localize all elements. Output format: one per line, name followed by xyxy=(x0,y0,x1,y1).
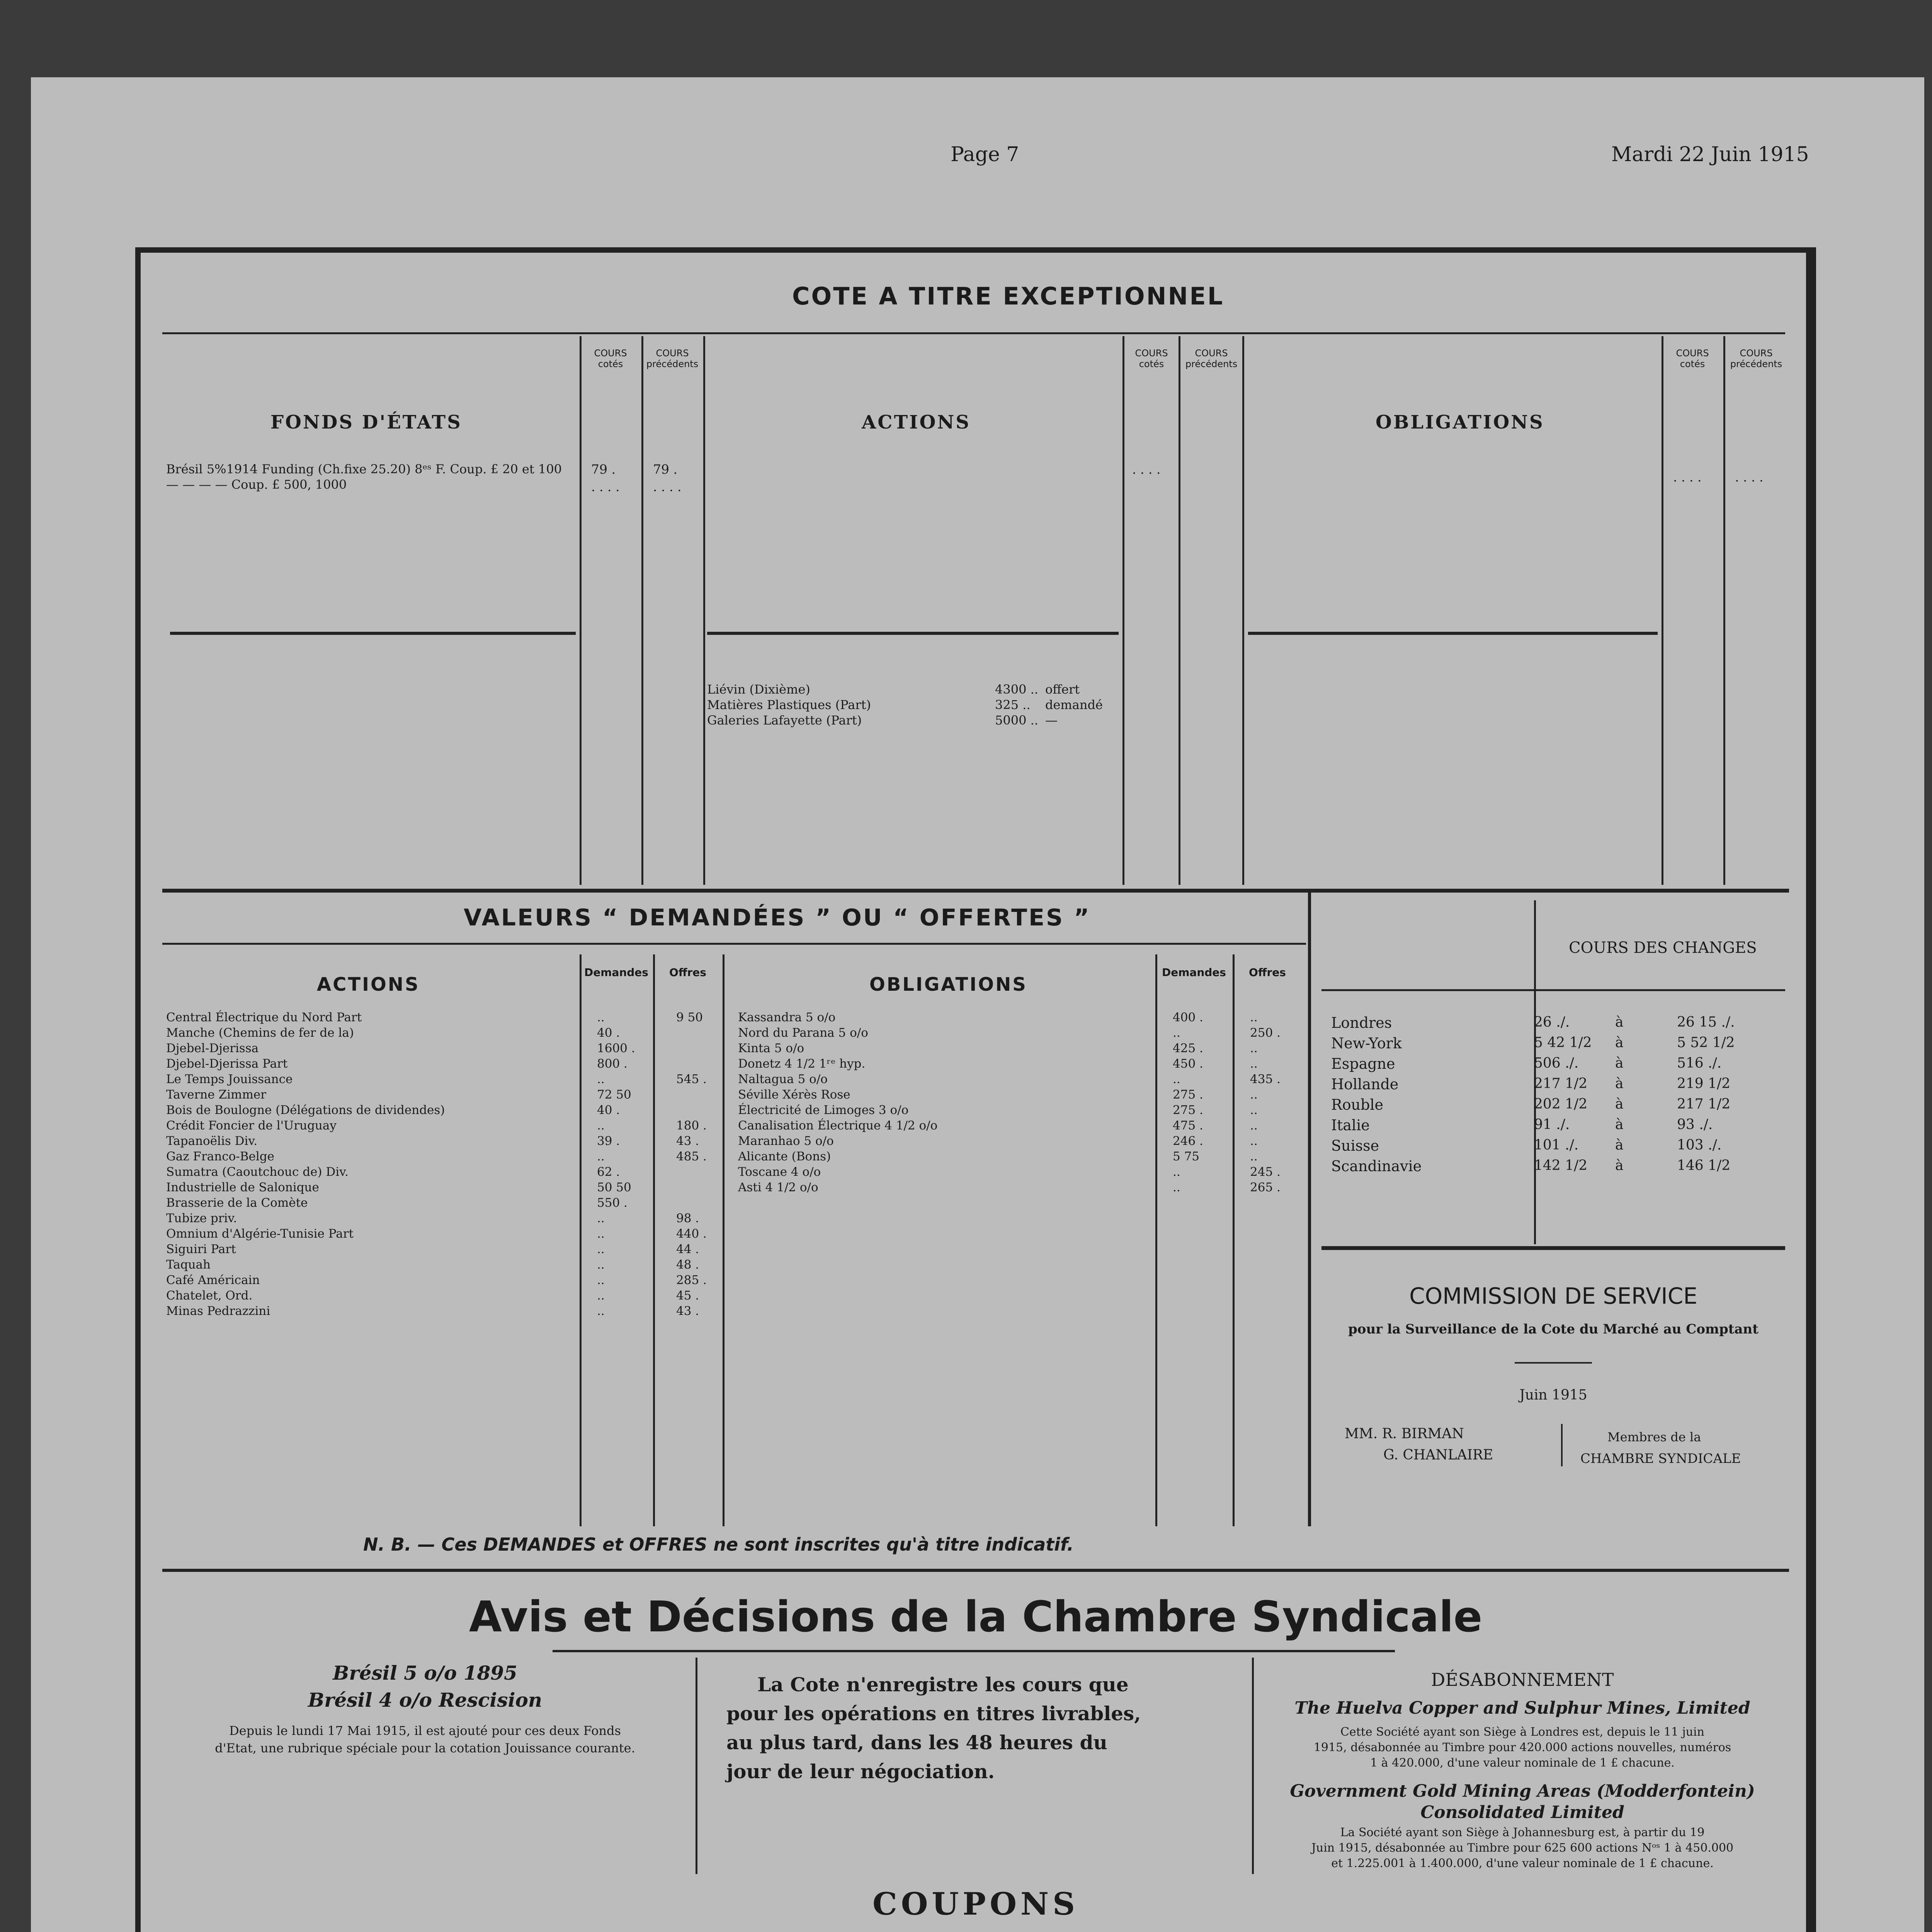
valeur-action-offre: 48 . xyxy=(676,1258,699,1272)
chambre-line-1: Membres de la xyxy=(1607,1430,1701,1444)
page-date: Mardi 22 Juin 1915 xyxy=(1611,143,1809,166)
change-a: à xyxy=(1615,1014,1624,1030)
cours-cotes-1: COURS cotés xyxy=(594,348,627,369)
valeur-obligation-offre: .. xyxy=(1250,1057,1258,1071)
valeur-obligation-demande: 275 . xyxy=(1173,1103,1203,1117)
change-a: à xyxy=(1615,1158,1624,1173)
change-to: 217 1/2 xyxy=(1677,1096,1731,1112)
change-to: 219 1/2 xyxy=(1677,1076,1731,1092)
fonds-cote-value: 79 . xyxy=(591,462,616,477)
offres-header: Offres xyxy=(1249,966,1286,979)
valeur-obligation-demande: 246 . xyxy=(1173,1134,1203,1148)
cours-prec-3: COURS précédents xyxy=(1730,348,1782,369)
rule xyxy=(1248,632,1658,635)
change-to: 93 ./. xyxy=(1677,1117,1713,1133)
huelva-text-2: 1915, désabonnée au Timbre pour 420.000 actions nouvelles, numéros xyxy=(1313,1741,1731,1754)
bresil-heading-1: Brésil 5 o/o 1895 xyxy=(333,1662,517,1684)
valeur-action-name: Taverne Zimmer xyxy=(166,1088,267,1102)
valeur-action-name: Bois de Boulogne (Délégations de dividendes) xyxy=(166,1103,445,1117)
rule xyxy=(1534,900,1536,1244)
bresil-heading-2: Brésil 4 o/o Rescision xyxy=(308,1689,543,1711)
cote-action-name: Galeries Lafayette (Part) xyxy=(707,713,862,728)
valeur-action-name: Siguiri Part xyxy=(166,1242,236,1256)
valeurs-obligations-title: OBLIGATIONS xyxy=(869,974,1027,995)
valeur-action-name: Djebel-Djerissa xyxy=(166,1041,259,1055)
cote-action-value: 325 .. xyxy=(995,697,1031,712)
change-country: Italie xyxy=(1331,1117,1370,1134)
government-title-2: Consolidated Limited xyxy=(1420,1803,1624,1822)
valeur-action-demande: 50 50 xyxy=(597,1180,631,1194)
change-country: Rouble xyxy=(1331,1096,1383,1113)
cote-action-name: Liévin (Dixième) xyxy=(707,682,810,697)
change-country: Hollande xyxy=(1331,1076,1399,1093)
rule xyxy=(1308,893,1311,1526)
offres-header: Offres xyxy=(669,966,706,979)
change-a: à xyxy=(1615,1076,1624,1092)
commission-month: Juin 1915 xyxy=(1519,1387,1587,1403)
valeur-action-demande: 39 . xyxy=(597,1134,620,1148)
cote-action-value: 5000 .. xyxy=(995,713,1038,728)
rule xyxy=(170,632,576,635)
valeur-obligation-name: Kinta 5 o/o xyxy=(738,1041,804,1055)
rule xyxy=(1122,336,1124,885)
valeur-action-name: Omnium d'Algérie-Tunisie Part xyxy=(166,1227,354,1241)
change-country: Suisse xyxy=(1331,1137,1379,1154)
valeurs-actions-title: ACTIONS xyxy=(317,974,420,995)
dots: . . . . xyxy=(1735,469,1764,485)
change-from: 142 1/2 xyxy=(1534,1158,1588,1173)
valeur-action-demande: .. xyxy=(597,1211,605,1225)
valeur-action-demande: .. xyxy=(597,1010,605,1024)
change-from: 506 ./. xyxy=(1534,1055,1579,1071)
valeur-action-demande: .. xyxy=(597,1289,605,1303)
rule xyxy=(1233,954,1235,1526)
valeur-obligation-name: Toscane 4 o/o xyxy=(738,1165,821,1179)
cote-action-prev: offert xyxy=(1045,682,1080,697)
avis-title: Avis et Décisions de la Chambre Syndicale xyxy=(469,1592,1483,1641)
rule xyxy=(162,332,1785,334)
valeur-action-offre: 9 50 xyxy=(676,1010,703,1024)
valeur-action-demande: 550 . xyxy=(597,1196,628,1210)
rule xyxy=(1179,336,1180,885)
rule xyxy=(162,889,1789,893)
valeur-obligation-offre: .. xyxy=(1250,1041,1258,1055)
change-to: 26 15 ./. xyxy=(1677,1014,1735,1030)
huelva-text-1: Cette Société ayant son Siège à Londres est, depuis le 11 juin xyxy=(1340,1725,1704,1739)
valeur-action-name: Crédit Foncier de l'Uruguay xyxy=(166,1119,337,1133)
valeur-action-name: Djebel-Djerissa Part xyxy=(166,1057,288,1071)
valeur-action-demande: 72 50 xyxy=(597,1088,631,1102)
rule xyxy=(653,954,655,1526)
valeurs-title: VALEURS “ DEMANDÉES ” OU “ OFFERTES ” xyxy=(464,904,1091,931)
cours-cotes-3: COURS cotés xyxy=(1676,348,1709,369)
valeur-obligation-offre: 250 . xyxy=(1250,1026,1281,1040)
change-a: à xyxy=(1615,1117,1624,1133)
valeur-action-name: Manche (Chemins de fer de la) xyxy=(166,1026,354,1040)
cote-note-3: au plus tard, dans les 48 heures du xyxy=(726,1731,1107,1754)
valeur-action-demande: .. xyxy=(597,1119,605,1133)
commission-title: COMMISSION DE SERVICE xyxy=(1409,1283,1697,1309)
valeur-action-demande: .. xyxy=(597,1150,605,1163)
change-country: New-York xyxy=(1331,1035,1402,1052)
dots: . . . . xyxy=(653,479,682,494)
cote-note-2: pour les opérations en titres livrables, xyxy=(726,1702,1141,1725)
coupons-title: COUPONS xyxy=(872,1886,1079,1922)
nb-note: N. B. — Ces DEMANDES et OFFRES ne sont inscrites qu'à titre indicatif. xyxy=(363,1534,1074,1555)
rule xyxy=(162,943,1306,945)
cote-note-1: La Cote n'enregistre les cours que xyxy=(757,1673,1129,1696)
government-text-3: et 1.225.001 à 1.400.000, d'une valeur nominale de 1 £ chacune. xyxy=(1331,1857,1714,1870)
change-from: 101 ./. xyxy=(1534,1137,1579,1153)
rule xyxy=(1252,1658,1254,1874)
valeur-obligation-name: Canalisation Électrique 4 1/2 o/o xyxy=(738,1119,938,1133)
valeur-obligation-name: Alicante (Bons) xyxy=(738,1150,831,1163)
rule xyxy=(580,954,582,1526)
dots: . . . . xyxy=(1673,469,1702,485)
valeur-action-offre: 44 . xyxy=(676,1242,699,1256)
rule xyxy=(707,632,1119,635)
valeur-obligation-demande: .. xyxy=(1173,1026,1180,1040)
valeur-action-demande: 1600 . xyxy=(597,1041,635,1055)
commission-member-2: G. CHANLAIRE xyxy=(1383,1447,1493,1463)
valeur-obligation-name: Kassandra 5 o/o xyxy=(738,1010,836,1024)
bresil-text-2: d'Etat, une rubrique spéciale pour la cotation Jouissance courante. xyxy=(215,1741,635,1755)
change-country: Londres xyxy=(1331,1014,1392,1031)
brace xyxy=(1561,1424,1563,1466)
valeur-action-demande: .. xyxy=(597,1227,605,1241)
fonds-row-2: — — — — Coup. £ 500, 1000 xyxy=(166,477,347,492)
valeur-obligation-demande: 5 75 xyxy=(1173,1150,1200,1163)
valeur-obligation-offre: .. xyxy=(1250,1103,1258,1117)
valeur-obligation-offre: .. xyxy=(1250,1010,1258,1024)
rule xyxy=(723,954,724,1526)
bresil-text-1: Depuis le lundi 17 Mai 1915, il est ajouté pour ces deux Fonds xyxy=(229,1723,621,1738)
government-text-2: Juin 1915, désabonnée au Timbre pour 625 600 actions Nᵒˢ 1 à 450.000 xyxy=(1311,1841,1734,1855)
valeur-action-name: Chatelet, Ord. xyxy=(166,1289,253,1303)
change-country: Espagne xyxy=(1331,1055,1395,1072)
change-a: à xyxy=(1615,1035,1624,1051)
cours-prec-2: COURS précédents xyxy=(1185,348,1238,369)
rule xyxy=(696,1658,697,1874)
rule xyxy=(1321,989,1785,991)
fonds-title: FONDS D'ÉTATS xyxy=(270,412,462,433)
valeur-action-name: Taquah xyxy=(166,1258,211,1272)
desabonnement-title: DÉSABONNEMENT xyxy=(1431,1669,1614,1690)
cours-prec-1: COURS précédents xyxy=(646,348,699,369)
valeur-action-name: Gaz Franco-Belge xyxy=(166,1150,274,1163)
cote-note-4: jour de leur négociation. xyxy=(726,1760,995,1783)
valeur-obligation-demande: 400 . xyxy=(1173,1010,1203,1024)
valeur-obligation-name: Donetz 4 1/2 1ʳᵉ hyp. xyxy=(738,1057,866,1071)
valeur-obligation-demande: .. xyxy=(1173,1180,1180,1194)
chambre-line-2: CHAMBRE SYNDICALE xyxy=(1580,1451,1741,1466)
changes-title: COURS DES CHANGES xyxy=(1569,939,1757,957)
commission-subtitle: pour la Surveillance de la Cote du Marché au Comptant xyxy=(1348,1321,1759,1337)
dots: . . . . xyxy=(591,479,620,494)
fonds-row-1: Brésil 5%1914 Funding (Ch.fixe 25.20) 8ᵉˢ F. Coup. £ 20 et 100 xyxy=(166,462,562,476)
change-to: 103 ./. xyxy=(1677,1137,1722,1153)
valeur-action-offre: 43 . xyxy=(676,1304,699,1318)
valeur-action-offre: 43 . xyxy=(676,1134,699,1148)
valeur-action-demande: 800 . xyxy=(597,1057,628,1071)
valeur-obligation-offre: 435 . xyxy=(1250,1072,1281,1086)
valeur-action-name: Tubize priv. xyxy=(166,1211,237,1225)
rule xyxy=(1321,1246,1785,1250)
cote-action-prev: — xyxy=(1045,713,1058,728)
valeur-obligation-offre: .. xyxy=(1250,1150,1258,1163)
valeur-action-demande: .. xyxy=(597,1258,605,1272)
change-a: à xyxy=(1615,1055,1624,1071)
valeur-obligation-demande: .. xyxy=(1173,1165,1180,1179)
rule xyxy=(1662,336,1663,885)
valeur-obligation-name: Nord du Parana 5 o/o xyxy=(738,1026,868,1040)
demandes-header: Demandes xyxy=(584,966,648,979)
valeur-action-offre: 180 . xyxy=(676,1119,707,1133)
change-country: Scandinavie xyxy=(1331,1158,1422,1175)
valeur-obligation-offre: 245 . xyxy=(1250,1165,1281,1179)
valeur-obligation-name: Séville Xérès Rose xyxy=(738,1088,850,1102)
valeur-action-name: Central Électrique du Nord Part xyxy=(166,1010,362,1024)
valeur-obligation-demande: 425 . xyxy=(1173,1041,1203,1055)
change-from: 5 42 1/2 xyxy=(1534,1035,1592,1051)
rule xyxy=(580,336,582,885)
demandes-header: Demandes xyxy=(1162,966,1226,979)
valeur-action-demande: .. xyxy=(597,1304,605,1318)
commission-member-1: MM. R. BIRMAN xyxy=(1345,1426,1464,1442)
valeur-obligation-offre: 265 . xyxy=(1250,1180,1281,1194)
rule xyxy=(703,336,705,885)
cote-action-prev: demandé xyxy=(1045,697,1103,712)
valeur-obligation-name: Naltagua 5 o/o xyxy=(738,1072,828,1086)
valeur-action-demande: 40 . xyxy=(597,1026,620,1040)
valeur-action-demande: .. xyxy=(597,1242,605,1256)
valeur-obligation-name: Asti 4 1/2 o/o xyxy=(738,1180,818,1194)
change-to: 146 1/2 xyxy=(1677,1158,1731,1173)
government-title-1: Government Gold Mining Areas (Modderfontein) xyxy=(1290,1781,1755,1801)
cote-action-name: Matières Plastiques (Part) xyxy=(707,697,871,712)
valeur-action-demande: .. xyxy=(597,1072,605,1086)
valeur-action-name: Tapanoëlis Div. xyxy=(166,1134,258,1148)
change-to: 516 ./. xyxy=(1677,1055,1722,1071)
fonds-prec-value: 79 . xyxy=(653,462,677,477)
valeur-action-offre: 45 . xyxy=(676,1289,699,1303)
valeur-obligation-name: Électricité de Limoges 3 o/o xyxy=(738,1103,909,1117)
change-from: 26 ./. xyxy=(1534,1014,1570,1030)
rule xyxy=(1515,1362,1592,1364)
valeur-action-name: Minas Pedrazzini xyxy=(166,1304,270,1318)
change-from: 202 1/2 xyxy=(1534,1096,1588,1112)
valeur-action-name: Industrielle de Salonique xyxy=(166,1180,319,1194)
page-number: Page 7 xyxy=(951,143,1019,166)
valeur-action-offre: 545 . xyxy=(676,1072,707,1086)
government-text-1: La Société ayant son Siège à Johannesburg est, à partir du 19 xyxy=(1340,1826,1705,1839)
valeur-obligation-demande: 450 . xyxy=(1173,1057,1203,1071)
valeur-action-name: Brasserie de la Comète xyxy=(166,1196,308,1210)
rule xyxy=(1155,954,1157,1526)
valeur-action-offre: 98 . xyxy=(676,1211,699,1225)
actions-title: ACTIONS xyxy=(862,412,971,433)
rule xyxy=(641,336,643,885)
change-from: 217 1/2 xyxy=(1534,1076,1588,1092)
valeur-action-offre: 285 . xyxy=(676,1273,707,1287)
valeur-obligation-demande: 475 . xyxy=(1173,1119,1203,1133)
valeur-obligation-name: Maranhao 5 o/o xyxy=(738,1134,834,1148)
valeur-action-offre: 485 . xyxy=(676,1150,707,1163)
valeur-obligation-offre: .. xyxy=(1250,1088,1258,1102)
valeur-obligation-offre: .. xyxy=(1250,1134,1258,1148)
rule xyxy=(553,1650,1395,1652)
rule xyxy=(162,1569,1789,1572)
rule xyxy=(1723,336,1725,885)
obligations-title: OBLIGATIONS xyxy=(1376,412,1544,433)
valeur-action-name: Café Américain xyxy=(166,1273,260,1287)
change-from: 91 ./. xyxy=(1534,1117,1570,1133)
huelva-text-3: 1 à 420.000, d'une valeur nominale de 1 £ chacune. xyxy=(1370,1756,1675,1770)
valeur-action-demande: .. xyxy=(597,1273,605,1287)
valeur-obligation-offre: .. xyxy=(1250,1119,1258,1133)
valeur-obligation-demande: .. xyxy=(1173,1072,1180,1086)
change-a: à xyxy=(1615,1096,1624,1112)
cote-action-value: 4300 .. xyxy=(995,682,1038,697)
cours-cotes-2: COURS cotés xyxy=(1135,348,1168,369)
valeur-action-name: Sumatra (Caoutchouc de) Div. xyxy=(166,1165,349,1179)
change-to: 5 52 1/2 xyxy=(1677,1035,1735,1051)
dots: . . . . xyxy=(1132,462,1161,477)
rule xyxy=(1242,336,1244,885)
change-a: à xyxy=(1615,1137,1624,1153)
valeur-obligation-demande: 275 . xyxy=(1173,1088,1203,1102)
valeur-action-demande: 62 . xyxy=(597,1165,620,1179)
valeur-action-demande: 40 . xyxy=(597,1103,620,1117)
cote-title: COTE A TITRE EXCEPTIONNEL xyxy=(792,282,1225,310)
valeur-action-offre: 440 . xyxy=(676,1227,707,1241)
huelva-title: The Huelva Copper and Sulphur Mines, Limited xyxy=(1294,1698,1750,1718)
valeur-action-name: Le Temps Jouissance xyxy=(166,1072,293,1086)
